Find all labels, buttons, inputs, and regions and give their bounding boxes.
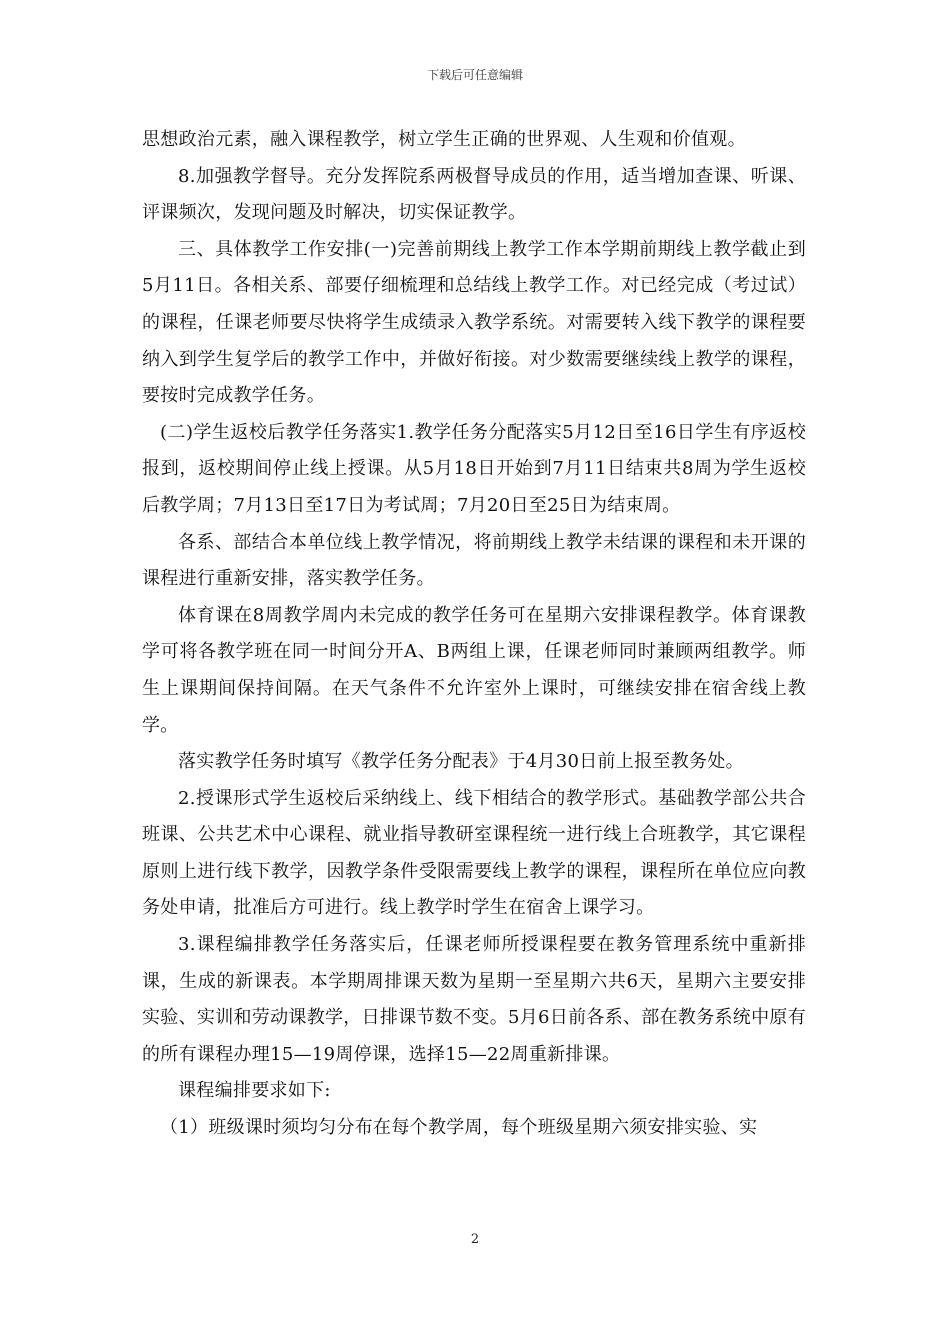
paragraph-teaching-supervision: 8.加强教学督导。充分发挥院系两极督导成员的作用，适当增加查课、听课、评课频次，发现问题及时解决，切实保证教学。: [142, 165, 806, 224]
document-body: [142, 122, 806, 1147]
page-header: 下载后可任意编辑: [426, 68, 523, 82]
paragraph-requirement-1: （1）班级课时须均匀分布在每个教学周，每个班级星期六须安排实验、实: [160, 1117, 758, 1139]
paragraph-task-form: 落实教学任务时填写《教学任务分配表》于4月30日前上报至教务处。: [178, 751, 744, 773]
paragraph-work-arrangement: 三、具体教学工作安排(一)完善前期线上教学工作本学期前期线上教学截止到5月11日。各相关系、部要仔细梳理和总结线上教学工作。对已经完成（考过试）的课程，任课老师要尽快将学生成绩录入教学系统。对需要转入线下教学的课程要纳入到学生复学后的教学工作中，并做好衔接。对少数需要继续线上教学的课程，要按时完成教学任务。: [142, 238, 806, 407]
paragraph-task-allocation: (二)学生返校后教学任务落实1.教学任务分配落实5月12日至16日学生有序返校报到，返校期间停止线上授课。从5月18日开始到7月11日结束共8周为学生返校后教学周；7月13日至17日为考试周；7月20日至25日为结束周。: [142, 421, 806, 516]
paragraph-course-scheduling: 3.课程编排教学任务落实后，任课老师所授课程要在教务管理系统中重新排课，生成的新课表。本学期周排课天数为星期一至星期六共6天，星期六主要安排实验、实训和劳动课教学，日排课节数不变。5月6日前各系、部在教务系统中原有的所有课程办理15—19周停课，选择15—22周重新排课。: [142, 934, 807, 1065]
paragraph-department-arrangement: 各系、部结合本单位线上教学情况，将前期线上教学未结课的课程和未开课的课程进行重新安排，落实教学任务。: [142, 531, 806, 590]
paragraph-teaching-format: 2.授课形式学生返校后采纳线上、线下相结合的教学形式。基础教学部公共合班课、公共艺术中心课程、就业指导教研室课程统一进行线上合班教学，其它课程原则上进行线下教学，因教学条件受限需要线上教学的课程，课程所在单位应向教务处申请，批准后方可进行。线上教学时学生在宿舍上课学习。: [142, 787, 806, 919]
paragraph-continuation: 思想政治元素，融入课程教学，树立学生正确的世界观、人生观和价值观。: [142, 129, 746, 150]
paragraph-scheduling-requirements: 课程编排要求如下:: [178, 1080, 331, 1102]
paragraph-pe-courses: 体育课在8周教学周内未完成的教学任务可在星期六安排课程教学。体育课教学可将各教学班在同一时间分开A、B两组上课，任课老师同时兼顾两组教学。师生上课期间保持间隔。在天气条件不允许室外上课时，可继续安排在宿舍线上教学。: [142, 604, 806, 736]
page-number: 2: [470, 1232, 480, 1247]
